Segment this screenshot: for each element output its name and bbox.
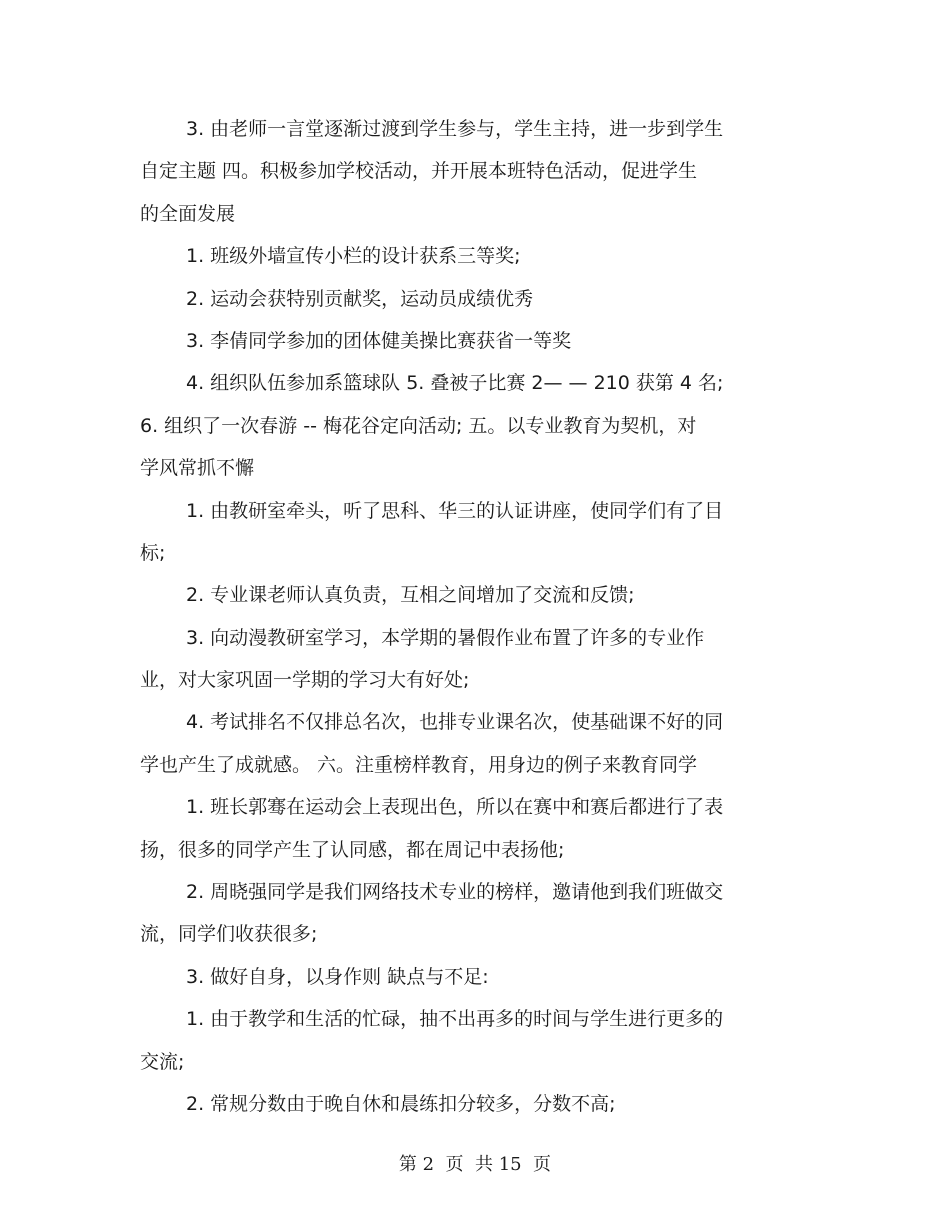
text-line: 扬，很多的同学产生了认同感，都在周记中表扬他;: [140, 838, 565, 861]
text-line: 交流;: [140, 1050, 185, 1073]
text-line: 2. 周晓强同学是我们网络技术专业的榜样，邀请他到我们班做交: [186, 881, 724, 904]
text-line: 2. 专业课老师认真负责，互相之间增加了交流和反馈;: [186, 584, 635, 607]
document-body: [140, 108, 780, 1125]
text-line: 2. 运动会获特别贡献奖，运动员成绩优秀: [186, 287, 534, 310]
text-line: 3. 李倩同学参加的团体健美操比赛获省一等奖: [186, 329, 572, 352]
text-line: 3. 做好自身，以身作则 缺点与不足:: [186, 965, 489, 988]
text-line: 标;: [140, 541, 166, 564]
text-line: 2. 常规分数由于晚自休和晨练扣分较多，分数不高;: [186, 1092, 616, 1115]
text-line: 6. 组织了一次春游 -- 梅花谷定向活动; 五。以专业教育为契机，对: [140, 414, 697, 437]
text-line: 1. 班级外墙宣传小栏的设计获系三等奖;: [186, 245, 521, 268]
text-line: 学也产生了成就感。 六。注重榜样教育，用身边的例子来教育同学: [140, 753, 698, 776]
text-line: 3. 向动漫教研室学习，本学期的暑假作业布置了许多的专业作: [186, 626, 705, 649]
text-line: 自定主题 四。积极参加学校活动，并开展本班特色活动，促进学生: [140, 160, 698, 183]
text-line: 业，对大家巩固一学期的学习大有好处;: [140, 669, 470, 692]
page-footer: 第 2 页 共 15 页: [398, 1154, 552, 1175]
text-line: 4. 组织队伍参加系篮球队 5. 叠被子比赛 2— — 210 获第 4 名;: [186, 372, 724, 395]
text-line: 1. 由于教学和生活的忙碌，抽不出再多的时间与学生进行更多的: [186, 1008, 724, 1031]
text-line: 1. 班长郭骞在运动会上表现出色，所以在赛中和赛后都进行了表: [186, 796, 724, 819]
text-line: 1. 由教研室牵头，听了思科、华三的认证讲座，使同学们有了目: [186, 499, 724, 522]
text-line: 流，同学们收获很多;: [140, 923, 318, 946]
text-line: 3. 由老师一言堂逐渐过渡到学生参与，学生主持，进一步到学生: [186, 118, 724, 140]
text-line: 的全面发展: [140, 202, 236, 225]
text-line: 4. 考试排名不仅排总名次，也排专业课名次，使基础课不好的同: [186, 711, 724, 734]
text-line: 学风常抓不懈: [140, 457, 255, 480]
